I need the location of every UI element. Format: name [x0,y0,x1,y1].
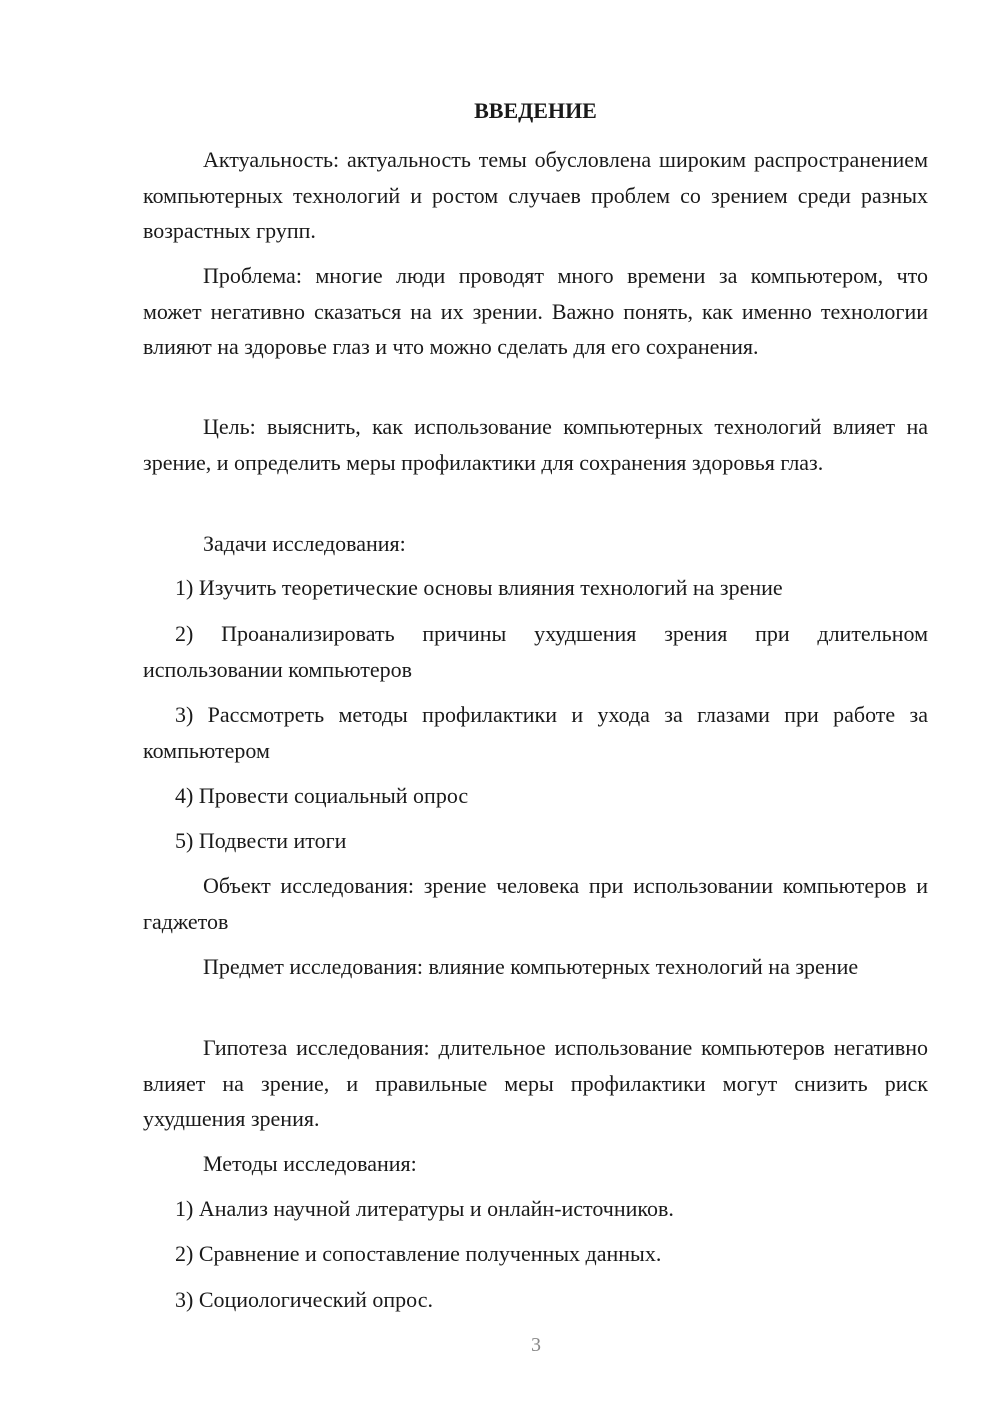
task-item: 1) Изучить теоретические основы влияния технологий на зрение [175,575,783,600]
task-item: 3) Рассмотреть методы профилактики и ухода за глазами при работе за компьютером [143,702,928,763]
methods-heading: Методы исследования: [203,1151,417,1176]
method-item: 2) Сравнение и сопоставление полученных данных. [175,1241,662,1266]
task-item: 5) Подвести итоги [175,828,347,853]
goal-paragraph: Цель: выяснить, как использование компьютерных технологий влияет на зрение, и определить меры профилактики для сохранения здоровья глаз. [143,414,928,475]
relevance-paragraph: Актуальность: актуальность темы обусловлена широким распространением компьютерных технологий и ростом случаев проблем со зрением среди разных возрастных групп. [143,147,928,243]
problem-paragraph: Проблема: многие люди проводят много времени за компьютером, что может негативно сказаться на их зрении. Важно понять, как именно технологии влияют на здоровье глаз и что можно сделать для его сохранения. [143,263,928,359]
task-item: 4) Провести социальный опрос [175,783,469,808]
method-item: 1) Анализ научной литературы и онлайн-источников. [175,1196,674,1221]
hypothesis-paragraph: Гипотеза исследования: длительное использование компьютеров негативно влияет на зрение, и правильные меры профилактики могут снизить риск ухудшения зрения. [143,1035,928,1131]
object-paragraph: Объект исследования: зрение человека при использовании компьютеров и гаджетов [143,873,928,934]
section-title: ВВЕДЕНИЕ [474,98,597,123]
page-number: 3 [531,1334,541,1356]
subject-paragraph: Предмет исследования: влияние компьютерных технологий на зрение [203,954,859,979]
method-item: 3) Социологический опрос. [175,1287,433,1312]
task-item: 2) Проанализировать причины ухудшения зрения при длительном использовании компьютеров [143,621,928,682]
tasks-heading: Задачи исследования: [203,531,406,556]
